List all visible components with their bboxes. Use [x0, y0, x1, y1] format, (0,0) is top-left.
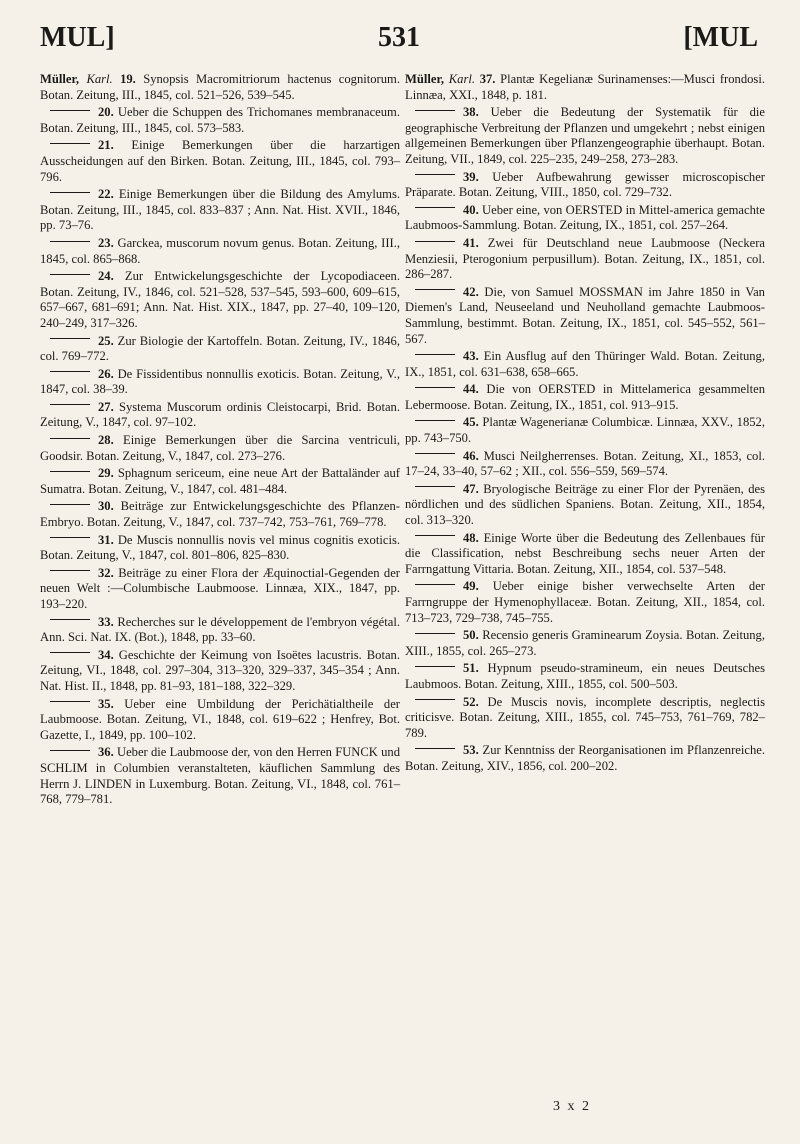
- ditto-dash: [50, 274, 90, 275]
- bibliography-entry: [405, 382, 765, 413]
- ditto-dash: [415, 207, 455, 208]
- bibliography-entry: [40, 566, 400, 613]
- ditto-dash: [415, 354, 455, 355]
- bibliography-entry: [405, 349, 765, 380]
- bibliography-entry: [405, 743, 765, 774]
- ditto-dash: [50, 652, 90, 653]
- entry-number: 24.: [98, 269, 114, 284]
- entry-text: Die, von Samuel MOSSMAN im Jahre 1850 in Van Diemen's Land, Neuseeland und Neuholland gemachte Laubmoos-Sammlung, bestimmt. Botan. Zeitung, IX., 1851, col. 545–552, 561–567.: [405, 284, 765, 346]
- entry-text: De Fissidentibus nonnullis exoticis. Botan. Zeitung, V., 1847, col. 38–39.: [40, 366, 400, 397]
- ditto-dash: [50, 338, 90, 339]
- ditto-dash: [415, 110, 455, 111]
- entry-text: Systema Muscorum ordinis Cleistocarpi, Brid. Botan. Zeitung, V., 1847, col. 97–102.: [40, 399, 400, 430]
- entry-text: Sphagnum sericeum, eine neue Art der Battaländer auf Sumatra. Botan. Zeitung, V., 1847, col. 481–484.: [40, 466, 400, 496]
- entry-text: Zur Kenntniss der Reorganisationen im Pflanzenreiche. Botan. Zeitung, XIV., 1856, col. 200–202.: [405, 743, 766, 773]
- entry-text: Ueber eine, von OERSTED in Mittel-america gemachte Laubmoos-Sammlung. Botan. Zeitung, IX., 1851, col. 257–264.: [405, 202, 765, 233]
- ditto-dash: [50, 110, 90, 111]
- bibliography-entry: [405, 203, 765, 234]
- bibliography-entry: [40, 334, 400, 365]
- entry-text: Synopsis Macromitriorum hactenus cognitorum. Botan. Zeitung, III., 1845, col. 521–526, 539–545.: [40, 72, 400, 102]
- bibliography-entry: [40, 615, 400, 646]
- ditto-dash: [415, 241, 455, 242]
- entry-text: Einige Bemerkungen über die harzartigen Ausscheidungen auf den Birken. Botan. Zeitung, III., 1845, col. 793–796.: [40, 138, 400, 184]
- bibliography-entry: [405, 415, 765, 446]
- entry-number: 40.: [463, 202, 479, 217]
- entry-text: Ueber die Laubmoose der, von den Herren FUNCK und SCHLIM in Columbien veranstalteten, käuflichen Sammlung des Herrn J. LINDEN in Luxemburg. Botan. Zeitung, VI., 1848, col. 761–768, 779–781.: [40, 745, 400, 807]
- entry-text: Zur Entwickelungsgeschichte der Lycopodiaceen. Botan. Zeitung, IV., 1846, col. 521–528, 537–545, 593–600, 609–615, 657–667, 681–691; Ann. Nat. Hist. XIX., 1847, pp. 27–40, 109–120, 240–249, 317–326.: [40, 269, 400, 330]
- entry-text: Einige Worte über die Bedeutung des Zellenbaues für die Classification, nebst Beschreibung sechs neuer Arten der Farrngattung Vittaria. Botan. Zeitung, XII., 1854, col. 537–548.: [405, 530, 765, 576]
- entry-text: Hypnum pseudo-stramineum, ein neues Deutsches Laubmoos. Botan. Zeitung, XIII., 1855, col. 500–503.: [405, 661, 765, 691]
- entry-number: 35.: [98, 696, 114, 711]
- entry-number: 43.: [463, 349, 479, 364]
- ditto-dash: [50, 471, 90, 472]
- entry-text: Zur Biologie der Kartoffeln. Botan. Zeitung, IV., 1846, col. 769–772.: [40, 333, 400, 364]
- ditto-dash: [50, 570, 90, 571]
- entry-number: 28.: [98, 433, 114, 448]
- entry-number: 26.: [98, 366, 114, 381]
- entry-text: Die von OERSTED in Mittelamerica gesammelten Lebermoose. Botan. Zeitung, IX., 1851, col. 913–915.: [405, 382, 765, 412]
- ditto-dash: [50, 701, 90, 702]
- ditto-dash: [415, 174, 455, 175]
- entry-number: 29.: [98, 466, 114, 481]
- bibliography-entry: [405, 72, 765, 103]
- ditto-dash: [50, 750, 90, 751]
- ditto-dash: [415, 453, 455, 454]
- entry-number: 50.: [463, 628, 479, 643]
- entry-number: 46.: [463, 448, 479, 463]
- entry-text: Ein Ausflug auf den Thüringer Wald. Botan. Zeitung, IX., 1851, col. 631–638, 658–665.: [405, 349, 765, 379]
- entry-number: 37.: [479, 72, 496, 86]
- bibliography-entry: [40, 499, 400, 530]
- entry-text: Geschichte der Keimung von Isoëtes lacustris. Botan. Zeitung, VI., 1848, col. 297–304, 313–320, 329–337, 345–354 ; Ann. Nat. Hist. II., 1848, pp. 81–93, 181–188, 322–329.: [40, 647, 401, 693]
- bibliography-entry: [40, 105, 400, 136]
- entry-number: 22.: [98, 187, 114, 202]
- header-left: MUL]: [40, 22, 115, 53]
- author-firstname: Karl.: [448, 72, 475, 86]
- ditto-dash: [415, 486, 455, 487]
- entry-text: Einige Bemerkungen über die Sarcina ventriculi, Goodsir. Botan. Zeitung, V., 1847, col. 273–276.: [40, 433, 400, 463]
- bibliography-entry: [405, 105, 765, 167]
- entry-number: 20.: [98, 105, 114, 120]
- bibliography-entry: [40, 400, 400, 431]
- entry-text: Ueber die Schuppen des Trichomanes membranaceum. Botan. Zeitung, III., 1845, col. 573–583.: [40, 105, 400, 135]
- bibliography-entry: [405, 449, 765, 480]
- entry-text: Recensio generis Graminearum Zoysia. Botan. Zeitung, XIII., 1855, col. 265–273.: [405, 628, 765, 658]
- entry-number: 31.: [98, 532, 114, 547]
- bibliography-entry: [405, 695, 765, 742]
- entry-number: 51.: [463, 661, 479, 676]
- entry-number: 47.: [463, 481, 479, 496]
- ditto-dash: [415, 666, 455, 667]
- entry-number: 32.: [98, 565, 114, 580]
- ditto-dash: [50, 192, 90, 193]
- entry-number: 53.: [463, 743, 479, 758]
- entry-text: Recherches sur le développement de l'embryon végétal. Ann. Sci. Nat. IX. (Bot.), 1848, pp. 33–60.: [40, 614, 400, 645]
- page-number: 531: [378, 22, 420, 53]
- ditto-dash: [415, 748, 455, 749]
- left-column: [40, 72, 400, 810]
- ditto-dash: [50, 404, 90, 405]
- entry-number: 49.: [463, 579, 479, 594]
- entry-number: 23.: [98, 235, 114, 250]
- ditto-dash: [50, 143, 90, 144]
- ditto-dash: [415, 535, 455, 536]
- ditto-dash: [415, 633, 455, 634]
- bibliography-entry: [405, 661, 765, 692]
- entry-number: 19.: [120, 72, 136, 86]
- author-surname: Müller,: [405, 72, 445, 86]
- ditto-dash: [50, 619, 90, 620]
- entry-number: 48.: [463, 530, 479, 545]
- bibliography-entry: [40, 466, 400, 497]
- entry-text: Beiträge zu einer Flora der Æquinoctial-Gegenden der neuen Welt :—Columbische Laubmoose. Linnæa, XIX., 1847, pp. 193–220.: [40, 565, 401, 611]
- bibliography-entry: [40, 367, 400, 398]
- entry-text: Garckea, muscorum novum genus. Botan. Zeitung, III., 1845, col. 865–868.: [40, 235, 401, 266]
- entry-text: Einige Bemerkungen über die Bildung des Amylums. Botan. Zeitung, III., 1845, col. 833–837 ; Ann. Nat. Hist. XVII., 1846, pp. 73–76.: [40, 187, 400, 233]
- entry-text: Beiträge zur Entwickelungsgeschichte des Pflanzen-Embryo. Botan. Zeitung, V., 1847, col. 737–742, 753–761, 769–778.: [40, 499, 401, 530]
- entry-number: 25.: [98, 333, 114, 348]
- ditto-dash: [415, 584, 455, 585]
- entry-text: De Muscis novis, incomplete descriptis, neglectis criticisve. Botan. Zeitung, XIII., 1855, col. 745–753, 761–769, 782–789.: [405, 694, 765, 740]
- ditto-dash: [415, 387, 455, 388]
- entry-text: De Muscis nonnullis novis vel minus cognitis exoticis. Botan. Zeitung, V., 1847, col. 801–806, 825–830.: [40, 532, 400, 563]
- author-surname: Müller,: [40, 72, 80, 86]
- bibliography-entry: [405, 285, 765, 347]
- ditto-dash: [415, 420, 455, 421]
- ditto-dash: [415, 699, 455, 700]
- bibliography-entry: [405, 628, 765, 659]
- bibliography-entry: [405, 531, 765, 578]
- bibliography-entry: [40, 269, 400, 331]
- ditto-dash: [415, 289, 455, 290]
- entry-number: 52.: [463, 694, 479, 709]
- entry-text: Bryologische Beiträge zu einer Flor der Pyrenäen, des nördlichen und des südlichen Spaniens. Botan. Zeitung, XII., 1854, col. 313–320.: [405, 481, 765, 528]
- author-firstname: Karl.: [86, 72, 113, 86]
- entry-text: Musci Neilgherrenses. Botan. Zeitung, XI., 1853, col. 17–24, 33–40, 57–62 ; XII., col. 556–559, 569–574.: [405, 448, 765, 479]
- bibliography-entry: [405, 579, 765, 626]
- entry-text: Zwei für Deutschland neue Laubmoose (Neckera Menziesii, Pterogonium perpusillum). Botan. Zeitung, IX., 1851, col. 286–287.: [405, 235, 765, 282]
- entry-number: 39.: [463, 169, 479, 184]
- entry-number: 27.: [98, 399, 114, 414]
- header-right: [MUL: [683, 22, 758, 53]
- entry-text: Ueber die Bedeutung der Systematik für die geographische Verbreitung der Pflanzen und umgekehrt ; nebst einigen allgemeinen Bemerkungen über Pflanzengeographie überhaupt. Botan. Zeitung, VII., 1849, col. 225–235, 249–258, 273–283.: [405, 105, 765, 166]
- running-header: [40, 22, 758, 56]
- bibliography-entry: [40, 648, 400, 695]
- bibliography-entry: [40, 697, 400, 744]
- entry-number: 42.: [463, 284, 479, 299]
- bibliography-entry: [40, 72, 400, 103]
- bibliography-entry: [405, 482, 765, 529]
- ditto-dash: [50, 504, 90, 505]
- entry-text: Ueber Aufbewahrung gewisser microscopischer Präparate. Botan. Zeitung, VIII., 1850, col. 729–732.: [405, 169, 765, 200]
- bibliography-entry: [405, 170, 765, 201]
- bibliography-entry: [40, 745, 400, 807]
- entry-text: Ueber einige bisher verwechselte Arten der Farrngruppe der Hymenophyllaceæ. Botan. Zeitung, XII., 1854, col. 713–723, 729–738, 745–755.: [405, 579, 765, 625]
- bibliography-entry: [40, 138, 400, 185]
- entry-text: Plantæ Kegelianæ Surinamenses:—Musci frondosi. Linnæa, XXI., 1848, p. 181.: [405, 72, 765, 102]
- signature-mark: 3 x 2: [553, 1099, 591, 1114]
- bibliography-entry: [405, 236, 765, 283]
- entry-number: 44.: [463, 382, 479, 397]
- entry-number: 41.: [463, 235, 479, 250]
- entry-number: 21.: [98, 138, 114, 153]
- entry-number: 30.: [98, 499, 114, 514]
- entry-number: 34.: [98, 647, 114, 662]
- entry-text: Ueber eine Umbildung der Perichätialtheile der Laubmoose. Botan. Zeitung, VI., 1848, col. 619–622 ; Henfrey, Bot. Gazette, I., 1849, pp. 100–102.: [40, 696, 400, 742]
- entry-number: 33.: [98, 614, 114, 629]
- ditto-dash: [50, 371, 90, 372]
- right-column: [405, 72, 765, 777]
- ditto-dash: [50, 438, 90, 439]
- entry-number: 45.: [463, 415, 479, 430]
- bibliography-entry: [40, 236, 400, 267]
- bibliography-entry: [40, 533, 400, 564]
- entry-text: Plantæ Wagenerianæ Columbicæ. Linnæa, XXV., 1852, pp. 743–750.: [405, 415, 765, 446]
- ditto-dash: [50, 241, 90, 242]
- bibliography-entry: [40, 433, 400, 464]
- entry-number: 38.: [463, 105, 479, 120]
- entry-number: 36.: [98, 745, 114, 760]
- ditto-dash: [50, 537, 90, 538]
- bibliography-entry: [40, 187, 400, 234]
